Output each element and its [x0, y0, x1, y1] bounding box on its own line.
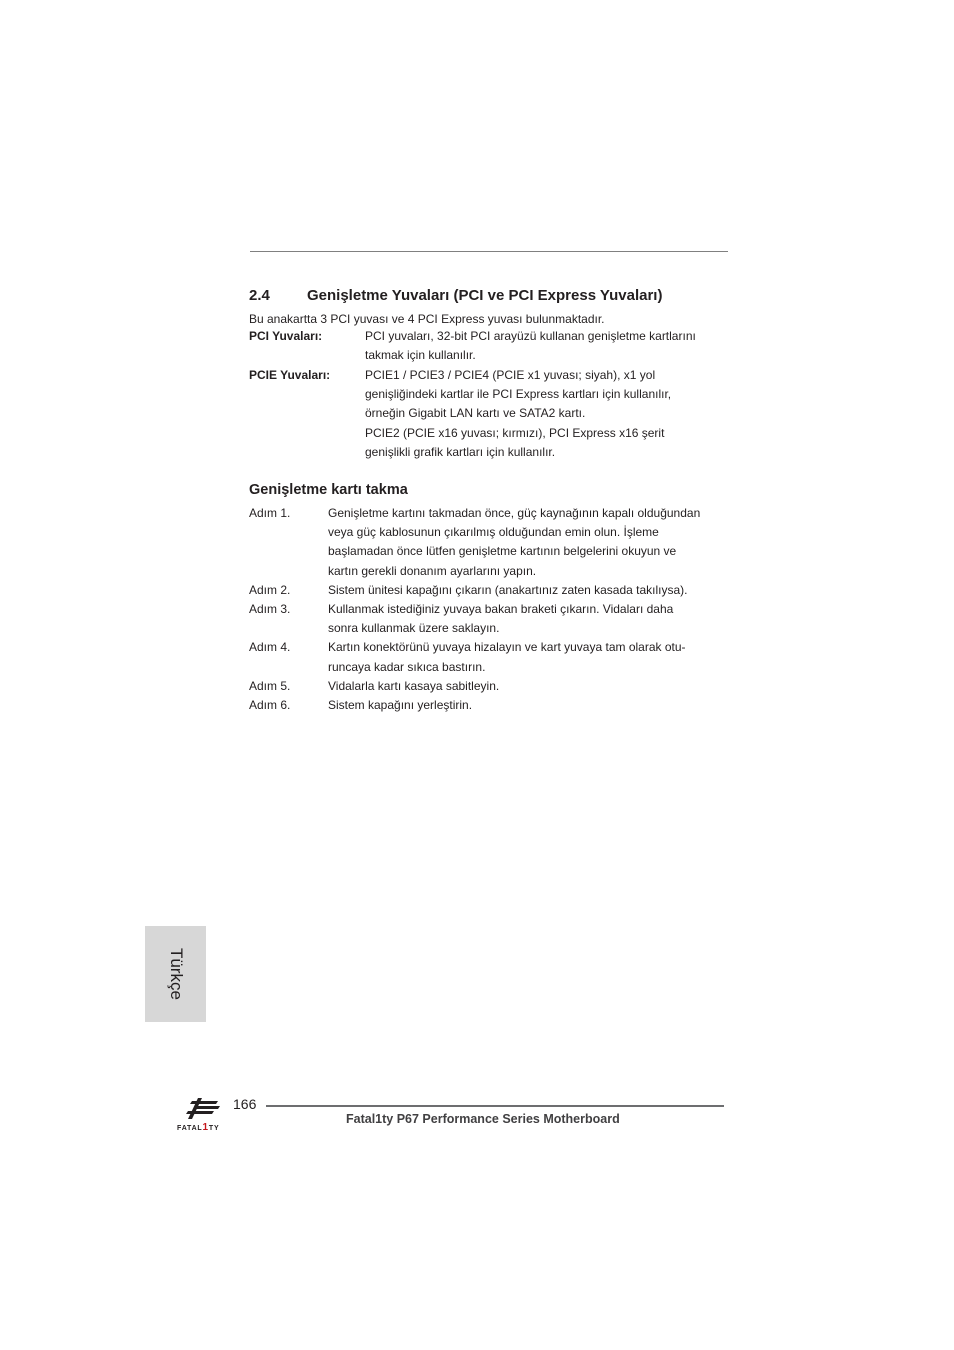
step-line: Genişletme kartını takmadan önce, güç kaynağının kapalı olduğundan: [328, 506, 701, 520]
step-text: [328, 504, 739, 581]
install-steps: [249, 504, 739, 715]
step-text: [328, 677, 739, 696]
step-text: [328, 581, 739, 600]
section-number: 2.4: [249, 287, 270, 304]
step-5: [249, 677, 739, 696]
step-label: Adım 4.: [249, 640, 291, 655]
step-label: Adım 6.: [249, 698, 291, 713]
logo-mark: [186, 1098, 220, 1119]
step-line: Vidalarla kartı kasaya sabitleyin.: [328, 678, 500, 693]
step-label: Adım 5.: [249, 678, 291, 693]
step-line: Sistem ünitesi kapağını çıkarın (anakartınız zaten kasada takılıysa).: [328, 582, 688, 597]
step-line: kartın gerekli donanım ayarlarını yapın.: [328, 563, 537, 578]
step-4: [249, 638, 739, 676]
definition-term: PCI Yuvaları:: [249, 329, 323, 343]
definition-line: örneğin Gigabit LAN kartı ve SATA2 kartı.: [365, 406, 586, 421]
fatal1ty-logo-icon: [176, 1095, 232, 1135]
step-6: [249, 696, 739, 715]
definition-line: genişliğindeki kartlar ile PCI Express kartları için kullanılır,: [365, 387, 672, 402]
language-tab-label: Türkçe: [166, 948, 186, 1000]
step-text: [328, 600, 739, 638]
definition-line: PCIE1 / PCIE3 / PCIE4 (PCIE x1 yuvası; siyah), x1 yol: [365, 368, 656, 382]
step-text: [328, 696, 739, 715]
definition-term: PCIE Yuvaları:: [249, 368, 331, 382]
definition-line: takmak için kullanılır.: [365, 348, 476, 363]
top-rule: [250, 251, 728, 252]
page-number: 166: [233, 1096, 257, 1112]
step-label: Adım 2.: [249, 582, 291, 597]
step-line: Sistem kapağını yerleştirin.: [328, 698, 473, 713]
language-tab: [145, 926, 206, 1022]
install-heading: Genişletme kartı takma: [249, 482, 408, 498]
step-3: [249, 600, 739, 638]
step-line: Kartın konektörünü yuvaya hizalayın ve kart yuvaya tam olarak otu-: [328, 640, 686, 655]
step-line: veya güç kablosunun çıkarılmış olduğundan emin olun. İşleme: [328, 525, 659, 540]
step-2: [249, 581, 739, 600]
logo-wordmark: FATAL1TY: [177, 1122, 220, 1133]
step-line: sonra kullanmak üzere saklayın.: [328, 621, 500, 636]
definition-description: [365, 327, 735, 365]
step-line: başlamadan önce lütfen genişletme kartının belgelerini okuyun ve: [328, 544, 677, 559]
step-label: Adım 1.: [249, 506, 291, 520]
step-text: [328, 638, 739, 676]
section-intro: Bu anakartta 3 PCI yuvası ve 4 PCI Express yuvası bulunmaktadır.: [249, 312, 605, 326]
step-line: Kullanmak istediğiniz yuvaya bakan braketi çıkarın. Vidaları daha: [328, 602, 674, 617]
step-line: runcaya kadar sıkıca bastırın.: [328, 659, 486, 674]
definition-line: PCI yuvaları, 32-bit PCI arayüzü kullanan genişletme kartlarını: [365, 329, 696, 343]
step-1: [249, 504, 739, 581]
footer-title: Fatal1ty P67 Performance Series Motherboard: [346, 1112, 620, 1126]
definition-line: genişlikli grafik kartları için kullanılır.: [365, 444, 556, 459]
step-label: Adım 3.: [249, 602, 291, 617]
section-title: Genişletme Yuvaları (PCI ve PCI Express Yuvaları): [307, 287, 663, 304]
footer-rule: [266, 1105, 724, 1107]
definition-line: PCIE2 (PCIE x16 yuvası; kırmızı), PCI Express x16 şerit: [365, 425, 665, 440]
definition-description: [365, 366, 735, 462]
section-heading: [249, 287, 662, 304]
